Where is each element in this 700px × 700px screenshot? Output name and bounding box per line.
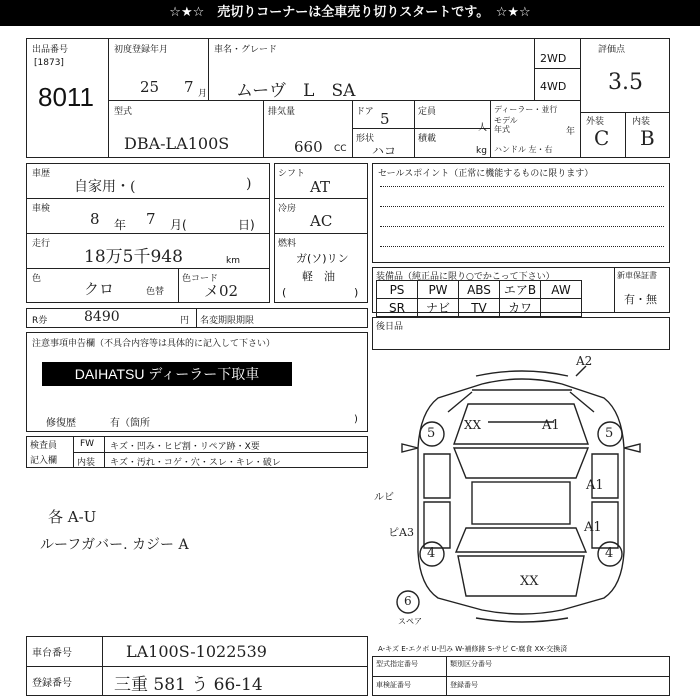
side-note-2: ピA3 <box>388 526 414 539</box>
equip-ps: PS <box>377 281 418 299</box>
displacement-value: 660 <box>294 138 323 156</box>
fuel-diesel: 軽 油 <box>302 270 335 283</box>
ext-value: C <box>594 126 610 150</box>
tire-rear-left: 4 <box>427 546 436 561</box>
sales-points-label: セールスポイント（正常に機能するものに限ります） <box>378 169 594 179</box>
model-value: DBA-LA100S <box>124 134 230 153</box>
ac-label: 冷房 <box>278 204 297 214</box>
equip-abs: ABS <box>459 281 500 299</box>
shape-label: 形状 <box>356 134 375 144</box>
drive-4wd: 4WD <box>540 80 567 93</box>
shift-value: AT <box>310 178 331 196</box>
spare-label: スペア <box>398 617 422 626</box>
model-label: 型式 <box>114 107 133 117</box>
doors-label: ドア <box>356 107 374 117</box>
chassis-label: 車台番号 <box>32 648 72 659</box>
equip-tv: TV <box>459 299 500 317</box>
remark-1: 各 A-U <box>48 508 97 526</box>
diagram-a1-side2: A1 <box>584 520 602 535</box>
load-unit: kg <box>476 146 487 156</box>
mileage-unit: km <box>226 256 240 266</box>
inspection-month: 7 <box>146 210 156 228</box>
color-code-label: 色コード <box>182 274 219 284</box>
first-reg-month: 7 <box>184 78 194 96</box>
inspector-label2: 記入欄 <box>30 456 58 466</box>
lot-label: 出品番号 <box>32 45 69 55</box>
capacity-unit: 人 <box>478 123 488 133</box>
drive-2wd: 2WD <box>540 52 567 65</box>
equip-aw: AW <box>541 281 582 299</box>
color-label: 色 <box>32 274 42 284</box>
damage-legend: A-キズ E-エクボ U-凹み W-補修跡 S-サビ C-腐食 XX-交換済 <box>378 645 568 653</box>
mileage-value: 18万5千948 <box>84 247 183 267</box>
first-reg-year: 25 <box>140 78 160 96</box>
color-code-value: メ02 <box>204 282 239 300</box>
remark-2: ルーフガバー. カジー A <box>40 537 189 553</box>
first-reg-month-unit: 月 <box>198 89 208 99</box>
fuel-paren-close: ) <box>354 286 359 299</box>
int-value: B <box>640 126 655 150</box>
dealer-label: ディーラー・並行 <box>494 105 558 114</box>
inspector-in: 内装 <box>77 458 96 468</box>
inspection-year-unit: 年 <box>114 218 127 232</box>
equip-airbag: エアB <box>500 281 541 299</box>
dealer-tag: DAIHATSU ディーラー下取車 <box>42 362 292 386</box>
repair-label: 修復歴 <box>46 418 76 429</box>
repair-value: 有（箇所 <box>110 418 150 429</box>
inspection-day-unit: 日) <box>238 218 255 232</box>
inspection-label: 車検 <box>32 204 51 214</box>
handle-label: ハンドル 左・右 <box>494 145 553 154</box>
inspector-fw: FW <box>80 439 95 449</box>
recolor-label: 色替 <box>146 287 165 297</box>
equipment-table <box>376 280 582 317</box>
inspection-year: 8 <box>90 210 100 228</box>
car-name-label: 車名・グレード <box>214 45 278 55</box>
first-reg-label: 初度登録年月 <box>114 45 169 55</box>
history-label: 車歴 <box>32 169 51 179</box>
year-unit: 年 <box>566 127 576 137</box>
model-year-label: モデル 年式 <box>494 116 518 134</box>
history-close-paren: ) <box>246 176 252 192</box>
plate-label: 登録番号 <box>32 678 72 689</box>
tire-front-left: 5 <box>427 426 436 441</box>
equip-navi: ナビ <box>418 299 459 317</box>
shape-value: ハコ <box>372 144 397 158</box>
after-items-label: 後日品 <box>376 322 404 332</box>
equip-pw: PW <box>418 281 459 299</box>
displacement-unit: CC <box>334 144 347 154</box>
notes-label: 注意事項申告欄（不具合内容等は具体的に記入して下さい） <box>32 339 276 349</box>
int-label: 内装 <box>632 117 651 127</box>
diagram-xx-rear: XX <box>520 574 539 589</box>
ext-label: 外装 <box>586 117 605 127</box>
color-value: クロ <box>84 280 115 298</box>
shift-label: シフト <box>278 169 306 179</box>
warranty-value: 有・無 <box>624 293 657 306</box>
equip-sr: SR <box>377 299 418 317</box>
diagram-a1-hood: A1 <box>542 418 560 433</box>
plate-value: 三重 581 う 66-14 <box>114 675 263 695</box>
history-value: 自家用・( <box>74 179 136 195</box>
mileage-label: 走行 <box>32 239 51 249</box>
footer-label1: 型式指定番号 <box>376 660 418 668</box>
diagram-xx-front: XX <box>464 418 482 432</box>
banner: ☆★☆ 売切りコーナーは全車売り切りスタートです。 ☆★☆ <box>0 0 700 26</box>
equipment-label: 装備品（純正品に限り○でかこって下さい） <box>376 272 555 282</box>
tire-rear-right: 4 <box>605 546 614 561</box>
chassis-value: LA100S-1022539 <box>126 642 267 661</box>
car-damage-diagram <box>372 352 670 632</box>
repair-paren-close: ) <box>354 414 358 425</box>
doors-value: 5 <box>380 110 390 128</box>
inspection-month-unit: 月( <box>170 218 187 232</box>
diagram-a1-side1: A1 <box>586 478 604 493</box>
deposit-label: 名変期限期限 <box>200 316 255 326</box>
car-name-value: ムーヴ L SA <box>236 81 356 101</box>
load-label: 積載 <box>418 134 437 144</box>
recycle-box <box>26 308 368 328</box>
ac-value: AC <box>310 212 333 230</box>
fuel-gas: ガ(ソ)リン <box>296 252 349 265</box>
footer-label4: 登録番号 <box>450 681 478 689</box>
lot-number: 8011 <box>38 82 94 112</box>
recycle-unit: 円 <box>180 316 190 326</box>
lot-sub: [1873] <box>34 58 64 68</box>
displacement-label: 排気量 <box>268 107 296 117</box>
warranty-label: 新車保証書 <box>617 271 657 280</box>
after-items-box <box>372 317 670 350</box>
tire-front-right: 5 <box>605 426 614 441</box>
fuel-label: 燃料 <box>278 239 297 249</box>
footer-label3: 車検証番号 <box>376 681 411 689</box>
recycle-label: R券 <box>32 316 48 326</box>
fuel-paren-open: ( <box>282 286 287 299</box>
equip-leather: カワ <box>500 299 541 317</box>
score-value: 3.5 <box>608 70 643 95</box>
capacity-label: 定員 <box>418 107 437 117</box>
inspector-label1: 検査員 <box>30 441 58 451</box>
inspector-fw-items: キズ・凹み・ヒビ割・リペア跡・X要 <box>110 442 260 452</box>
spare-tire-value: 6 <box>404 594 412 608</box>
score-label: 評価点 <box>598 45 626 55</box>
recycle-value: 8490 <box>84 309 120 325</box>
side-note-1: ルビ <box>374 492 394 503</box>
footer-label2: 類別区分番号 <box>450 660 492 668</box>
inspector-in-items: キズ・汚れ・コゲ・穴・スレ・キレ・破レ <box>110 458 281 468</box>
diagram-a2: A2 <box>576 354 593 368</box>
